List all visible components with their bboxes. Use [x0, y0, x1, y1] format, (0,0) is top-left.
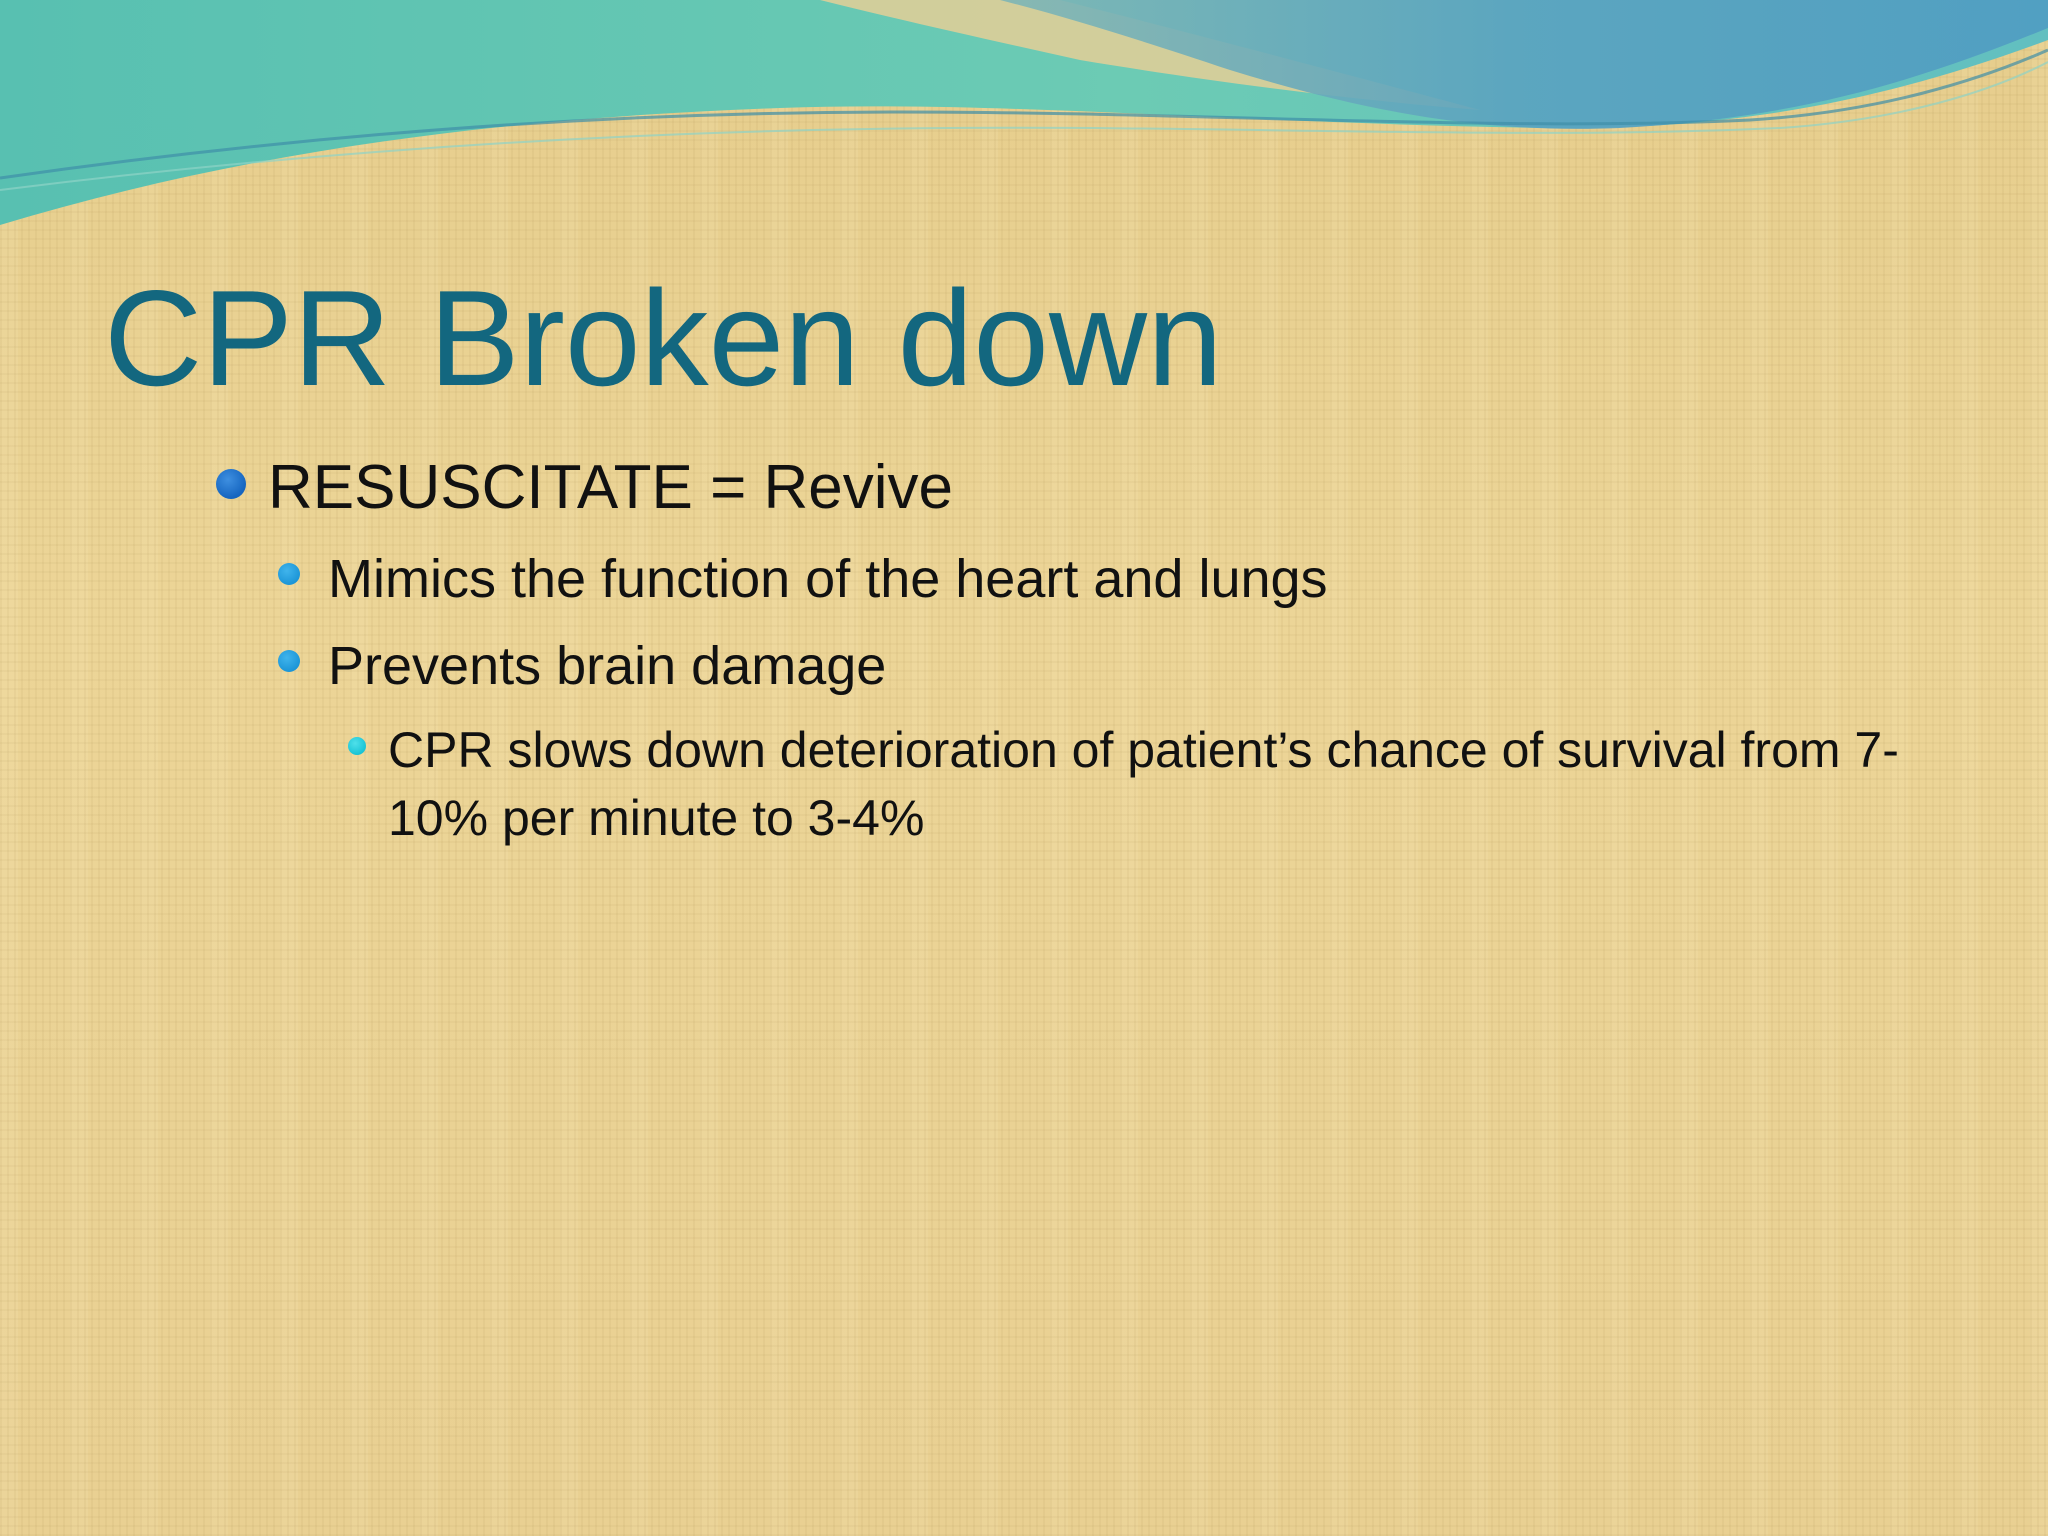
bullet-dot-icon	[278, 563, 300, 585]
bullet-level2-mimics: Mimics the function of the heart and lungs	[328, 549, 1328, 609]
bullet-level3-survival: CPR slows down deterioration of patient’s chance of survival from 7-10% per minute to 3-4%	[388, 722, 1899, 846]
bullet-dot-icon	[348, 737, 366, 755]
header-wave-decoration	[0, 0, 2048, 240]
bullet-level1-resuscitate: RESUSCITATE = Revive	[268, 453, 954, 522]
bullet-dot-icon	[216, 469, 246, 499]
bullet-dot-icon	[278, 650, 300, 672]
slide-title: CPR Broken down	[104, 262, 1223, 414]
bullet-level2-prevents: Prevents brain damage	[328, 636, 887, 696]
